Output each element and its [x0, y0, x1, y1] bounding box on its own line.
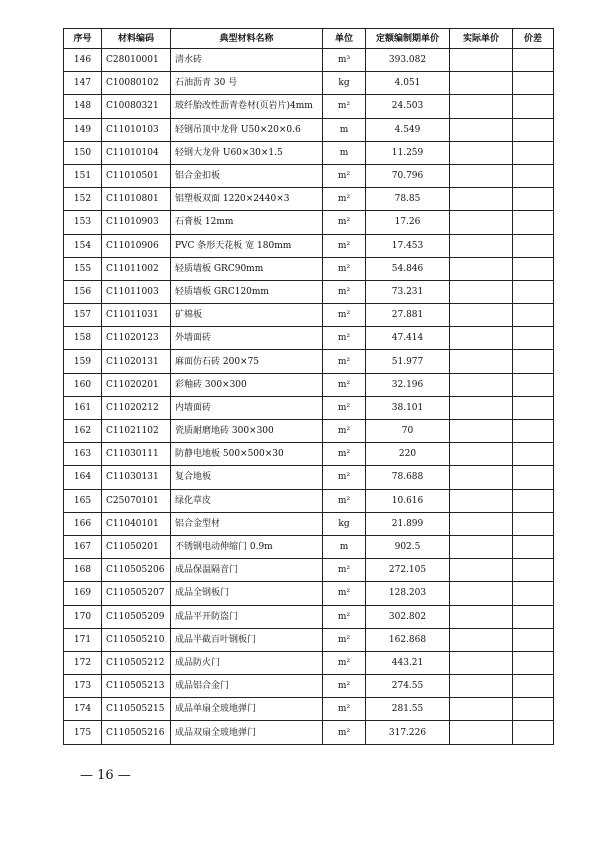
header-unit: 单位	[323, 29, 366, 49]
row-name: 彩釉砖 300×300	[171, 373, 323, 396]
row-seq: 171	[64, 628, 102, 651]
table-row	[64, 164, 554, 187]
table-row	[64, 535, 554, 558]
row-unit: m²	[323, 234, 366, 257]
row-quota-price: 302.802	[366, 605, 450, 628]
table-row	[64, 582, 554, 605]
row-code: C11030111	[102, 443, 171, 466]
row-unit: m²	[323, 420, 366, 443]
row-name: 石膏板 12mm	[171, 211, 323, 234]
row-code: C11020201	[102, 373, 171, 396]
row-seq: 165	[64, 489, 102, 512]
row-name: 成品保温隔音门	[171, 559, 323, 582]
table-row	[64, 721, 554, 744]
row-seq: 174	[64, 698, 102, 721]
row-diff	[513, 373, 554, 396]
row-diff	[513, 605, 554, 628]
row-diff	[513, 651, 554, 674]
row-actual-price	[450, 651, 513, 674]
row-code: C11011003	[102, 280, 171, 303]
page-number: — 16 —	[80, 768, 131, 783]
row-unit: m²	[323, 350, 366, 373]
row-actual-price	[450, 304, 513, 327]
table-row	[64, 280, 554, 303]
row-quota-price: 24.503	[366, 95, 450, 118]
table-row	[64, 95, 554, 118]
row-code: C11010501	[102, 164, 171, 187]
row-actual-price	[450, 420, 513, 443]
row-name: 铝合金型材	[171, 512, 323, 535]
row-unit: m²	[323, 280, 366, 303]
row-quota-price: 70	[366, 420, 450, 443]
row-unit: m²	[323, 675, 366, 698]
row-name: 成品铝合金门	[171, 675, 323, 698]
row-seq: 168	[64, 559, 102, 582]
row-name: 清水砖	[171, 49, 323, 72]
row-diff	[513, 257, 554, 280]
row-seq: 166	[64, 512, 102, 535]
row-code: C11050201	[102, 535, 171, 558]
row-seq: 152	[64, 188, 102, 211]
table-row	[64, 559, 554, 582]
table-row	[64, 188, 554, 211]
row-unit: m	[323, 118, 366, 141]
row-seq: 150	[64, 141, 102, 164]
row-quota-price: 128.203	[366, 582, 450, 605]
row-name: 成品平开防盗门	[171, 605, 323, 628]
row-diff	[513, 95, 554, 118]
row-quota-price: 443.21	[366, 651, 450, 674]
row-seq: 167	[64, 535, 102, 558]
row-code: C10080102	[102, 72, 171, 95]
row-name: 防静电地板 500×500×30	[171, 443, 323, 466]
row-unit: m²	[323, 257, 366, 280]
row-name: 成品全钢板门	[171, 582, 323, 605]
row-actual-price	[450, 605, 513, 628]
row-code: C11010906	[102, 234, 171, 257]
row-diff	[513, 234, 554, 257]
table-row	[64, 651, 554, 674]
table-row	[64, 211, 554, 234]
row-actual-price	[450, 280, 513, 303]
row-code: C11010104	[102, 141, 171, 164]
row-name: 绿化草皮	[171, 489, 323, 512]
table-row	[64, 118, 554, 141]
row-name: 轻质墙板 GRC90mm	[171, 257, 323, 280]
row-unit: m²	[323, 651, 366, 674]
row-name: 瓷质耐磨地砖 300×300	[171, 420, 323, 443]
row-actual-price	[450, 211, 513, 234]
row-quota-price: 4.051	[366, 72, 450, 95]
row-actual-price	[450, 489, 513, 512]
row-unit: m²	[323, 164, 366, 187]
row-actual-price	[450, 698, 513, 721]
row-name: 内墙面砖	[171, 396, 323, 419]
row-actual-price	[450, 559, 513, 582]
row-diff	[513, 443, 554, 466]
row-quota-price: 10.616	[366, 489, 450, 512]
row-diff	[513, 164, 554, 187]
row-actual-price	[450, 512, 513, 535]
table-row	[64, 396, 554, 419]
row-seq: 170	[64, 605, 102, 628]
row-code: C110505212	[102, 651, 171, 674]
row-seq: 149	[64, 118, 102, 141]
row-name: 成品半截百叶钢板门	[171, 628, 323, 651]
header-code: 材料编码	[102, 29, 171, 49]
table-row	[64, 141, 554, 164]
row-code: C25070101	[102, 489, 171, 512]
row-actual-price	[450, 95, 513, 118]
header-seq: 序号	[64, 29, 102, 49]
row-actual-price	[450, 466, 513, 489]
row-code: C110505210	[102, 628, 171, 651]
row-diff	[513, 211, 554, 234]
row-name: 石油沥青 30 号	[171, 72, 323, 95]
row-name: PVC 条形天花板 宽 180mm	[171, 234, 323, 257]
row-actual-price	[450, 535, 513, 558]
row-name: 成品防火门	[171, 651, 323, 674]
row-diff	[513, 582, 554, 605]
row-name: 铝合金扣板	[171, 164, 323, 187]
row-diff	[513, 489, 554, 512]
table-row	[64, 234, 554, 257]
row-seq: 161	[64, 396, 102, 419]
row-actual-price	[450, 141, 513, 164]
row-code: C11010801	[102, 188, 171, 211]
row-quota-price: 272.105	[366, 559, 450, 582]
row-name: 成品单扇全玻地弹门	[171, 698, 323, 721]
row-diff	[513, 304, 554, 327]
row-diff	[513, 327, 554, 350]
row-quota-price: 11.259	[366, 141, 450, 164]
row-unit: m²	[323, 327, 366, 350]
table-row	[64, 49, 554, 72]
row-quota-price: 17.453	[366, 234, 450, 257]
row-diff	[513, 535, 554, 558]
header-diff: 价差	[513, 29, 554, 49]
table-body	[64, 49, 554, 745]
row-quota-price: 78.688	[366, 466, 450, 489]
table-row	[64, 605, 554, 628]
row-quota-price: 274.55	[366, 675, 450, 698]
row-seq: 153	[64, 211, 102, 234]
row-code: C110505209	[102, 605, 171, 628]
row-code: C110505216	[102, 721, 171, 744]
row-unit: m²	[323, 489, 366, 512]
row-seq: 157	[64, 304, 102, 327]
row-diff	[513, 559, 554, 582]
row-name: 成品双扇全玻地弹门	[171, 721, 323, 744]
row-unit: kg	[323, 512, 366, 535]
row-name: 复合地板	[171, 466, 323, 489]
row-code: C11040101	[102, 512, 171, 535]
row-quota-price: 21.899	[366, 512, 450, 535]
row-seq: 146	[64, 49, 102, 72]
row-code: C11030131	[102, 466, 171, 489]
row-actual-price	[450, 164, 513, 187]
row-actual-price	[450, 118, 513, 141]
row-unit: m²	[323, 443, 366, 466]
row-unit: m	[323, 141, 366, 164]
row-seq: 172	[64, 651, 102, 674]
row-quota-price: 47.414	[366, 327, 450, 350]
row-code: C110505215	[102, 698, 171, 721]
row-diff	[513, 280, 554, 303]
row-unit: m²	[323, 304, 366, 327]
row-quota-price: 17.26	[366, 211, 450, 234]
row-seq: 156	[64, 280, 102, 303]
row-diff	[513, 188, 554, 211]
row-seq: 175	[64, 721, 102, 744]
row-code: C11011002	[102, 257, 171, 280]
row-code: C11011031	[102, 304, 171, 327]
table-row	[64, 466, 554, 489]
row-seq: 148	[64, 95, 102, 118]
row-actual-price	[450, 72, 513, 95]
row-quota-price: 162.868	[366, 628, 450, 651]
row-diff	[513, 396, 554, 419]
row-seq: 173	[64, 675, 102, 698]
row-diff	[513, 350, 554, 373]
row-code: C10080321	[102, 95, 171, 118]
row-diff	[513, 420, 554, 443]
row-diff	[513, 72, 554, 95]
row-unit: m²	[323, 373, 366, 396]
row-code: C110505206	[102, 559, 171, 582]
row-quota-price: 38.101	[366, 396, 450, 419]
row-actual-price	[450, 675, 513, 698]
table-row	[64, 420, 554, 443]
row-name: 轻钢吊顶中龙骨 U50×20×0.6	[171, 118, 323, 141]
row-actual-price	[450, 188, 513, 211]
table-row	[64, 489, 554, 512]
row-seq: 164	[64, 466, 102, 489]
row-code: C28010001	[102, 49, 171, 72]
table-row	[64, 72, 554, 95]
row-code: C11020212	[102, 396, 171, 419]
row-unit: m²	[323, 559, 366, 582]
table-row	[64, 675, 554, 698]
row-code: C11010903	[102, 211, 171, 234]
row-seq: 162	[64, 420, 102, 443]
row-diff	[513, 49, 554, 72]
row-name: 矿棉板	[171, 304, 323, 327]
row-quota-price: 317.226	[366, 721, 450, 744]
row-quota-price: 54.846	[366, 257, 450, 280]
row-unit: m²	[323, 188, 366, 211]
row-name: 铝塑板双面 1220×2440×3	[171, 188, 323, 211]
row-code: C11020131	[102, 350, 171, 373]
row-diff	[513, 141, 554, 164]
row-diff	[513, 118, 554, 141]
table-row	[64, 304, 554, 327]
material-price-table	[63, 28, 554, 745]
table-row	[64, 257, 554, 280]
row-unit: m	[323, 535, 366, 558]
row-name: 外墙面砖	[171, 327, 323, 350]
row-seq: 154	[64, 234, 102, 257]
row-diff	[513, 628, 554, 651]
row-actual-price	[450, 628, 513, 651]
row-quota-price: 281.55	[366, 698, 450, 721]
row-actual-price	[450, 443, 513, 466]
row-name: 不锈钢电动伸缩门 0.9m	[171, 535, 323, 558]
row-unit: m²	[323, 605, 366, 628]
row-seq: 163	[64, 443, 102, 466]
row-actual-price	[450, 350, 513, 373]
row-name: 玻纤胎改性沥青卷材(页岩片)4mm	[171, 95, 323, 118]
table-row	[64, 350, 554, 373]
row-code: C11021102	[102, 420, 171, 443]
table-row	[64, 443, 554, 466]
row-quota-price: 32.196	[366, 373, 450, 396]
row-unit: m²	[323, 95, 366, 118]
table-row	[64, 512, 554, 535]
row-quota-price: 393.082	[366, 49, 450, 72]
row-actual-price	[450, 721, 513, 744]
row-code: C110505213	[102, 675, 171, 698]
row-quota-price: 70.796	[366, 164, 450, 187]
row-diff	[513, 675, 554, 698]
row-actual-price	[450, 582, 513, 605]
table-row	[64, 373, 554, 396]
row-actual-price	[450, 257, 513, 280]
row-name: 轻质墙板 GRC120mm	[171, 280, 323, 303]
row-actual-price	[450, 234, 513, 257]
row-actual-price	[450, 327, 513, 350]
row-diff	[513, 721, 554, 744]
row-quota-price: 51.977	[366, 350, 450, 373]
row-actual-price	[450, 49, 513, 72]
row-actual-price	[450, 396, 513, 419]
row-quota-price: 27.881	[366, 304, 450, 327]
row-unit: m³	[323, 49, 366, 72]
table-row	[64, 628, 554, 651]
row-unit: m²	[323, 466, 366, 489]
table-row	[64, 698, 554, 721]
row-seq: 147	[64, 72, 102, 95]
row-unit: m²	[323, 628, 366, 651]
row-quota-price: 78.85	[366, 188, 450, 211]
row-quota-price: 902.5	[366, 535, 450, 558]
row-unit: m²	[323, 396, 366, 419]
row-seq: 151	[64, 164, 102, 187]
row-diff	[513, 512, 554, 535]
row-code: C110505207	[102, 582, 171, 605]
row-code: C11020123	[102, 327, 171, 350]
row-unit: m²	[323, 721, 366, 744]
row-seq: 155	[64, 257, 102, 280]
row-unit: m²	[323, 582, 366, 605]
row-unit: m²	[323, 698, 366, 721]
row-code: C11010103	[102, 118, 171, 141]
row-quota-price: 73.231	[366, 280, 450, 303]
row-seq: 169	[64, 582, 102, 605]
row-seq: 160	[64, 373, 102, 396]
row-diff	[513, 698, 554, 721]
row-quota-price: 220	[366, 443, 450, 466]
row-unit: kg	[323, 72, 366, 95]
header-actual-price: 实际单价	[450, 29, 513, 49]
row-name: 轻钢大龙骨 U60×30×1.5	[171, 141, 323, 164]
row-unit: m²	[323, 211, 366, 234]
table-header-row	[64, 29, 554, 49]
row-actual-price	[450, 373, 513, 396]
header-quota-price: 定额编制期单价	[366, 29, 450, 49]
header-name: 典型材料名称	[171, 29, 323, 49]
row-seq: 158	[64, 327, 102, 350]
row-seq: 159	[64, 350, 102, 373]
row-quota-price: 4.549	[366, 118, 450, 141]
row-name: 麻面仿石砖 200×75	[171, 350, 323, 373]
table-row	[64, 327, 554, 350]
row-diff	[513, 466, 554, 489]
